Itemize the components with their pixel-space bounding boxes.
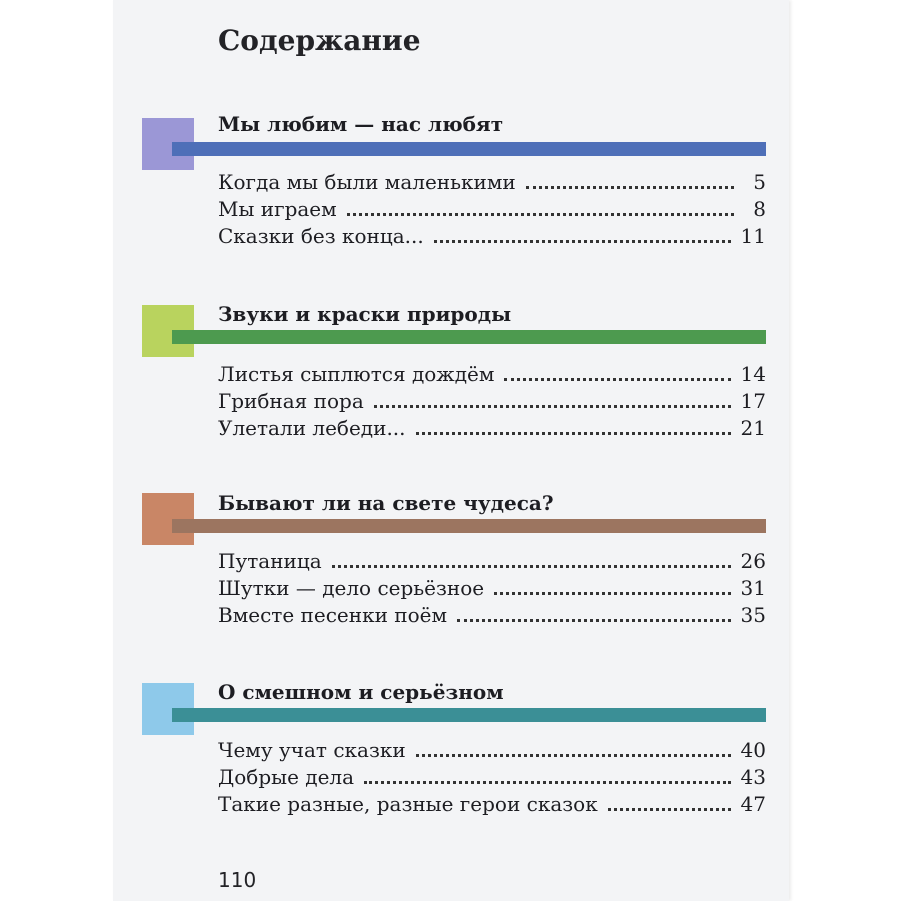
toc-entry[interactable] (218, 792, 766, 818)
entry-page: 26 (740, 549, 766, 573)
dot-leader (526, 182, 734, 189)
entry-page: 43 (740, 765, 766, 789)
dot-leader (608, 804, 731, 811)
page-title: Содержание (218, 24, 421, 57)
toc-entry[interactable] (218, 603, 766, 629)
section-heading: Звуки и краски природы (218, 302, 512, 326)
entry-title: Такие разные, разные герои сказок (218, 792, 598, 816)
section-color-bar (172, 142, 766, 156)
entry-page: 17 (740, 389, 766, 413)
dot-leader (332, 561, 731, 568)
entry-title: Шутки — дело серьёзное (218, 576, 485, 600)
entry-page: 35 (740, 603, 766, 627)
toc-entry[interactable] (218, 170, 766, 196)
entry-page: 47 (740, 792, 766, 816)
toc-entry[interactable] (218, 389, 766, 415)
toc-entry[interactable] (218, 416, 766, 442)
toc-entry[interactable] (218, 224, 766, 250)
entry-page: 21 (740, 416, 766, 440)
section-heading: Мы любим — нас любят (218, 112, 504, 136)
entry-page: 8 (753, 197, 766, 221)
entry-title: Листья сыплются дождём (218, 362, 495, 386)
entry-title: Когда мы были маленькими (218, 170, 516, 194)
section-heading: О смешном и серьёзном (218, 680, 504, 704)
entry-title: Вместе песенки поём (218, 603, 448, 627)
entry-title: Путаница (218, 549, 322, 573)
entry-title: Сказки без конца... (218, 224, 424, 248)
entry-title: Улетали лебеди... (218, 416, 406, 440)
entry-title: Добрые дела (218, 765, 355, 789)
entry-page: 31 (740, 576, 766, 600)
toc-entry[interactable] (218, 576, 766, 602)
dot-leader (457, 615, 731, 622)
dot-leader (364, 777, 731, 784)
section-color-bar (172, 708, 766, 722)
dot-leader (374, 401, 731, 408)
entry-page: 14 (740, 362, 766, 386)
section-color-bar (172, 519, 766, 533)
dot-leader (416, 750, 731, 757)
toc-entry[interactable] (218, 765, 766, 791)
toc-entry[interactable] (218, 362, 766, 388)
entry-page: 11 (740, 224, 766, 248)
toc-entry[interactable] (218, 197, 766, 223)
entry-page: 5 (753, 170, 766, 194)
section-color-bar (172, 330, 766, 344)
toc-entry[interactable] (218, 549, 766, 575)
entry-title: Мы играем (218, 197, 337, 221)
entry-title: Грибная пора (218, 389, 364, 413)
entry-page: 40 (740, 738, 766, 762)
dot-leader (416, 428, 731, 435)
page-number: 110 (218, 868, 257, 892)
toc-entry[interactable] (218, 738, 766, 764)
dot-leader (347, 209, 734, 216)
entry-title: Чему учат сказки (218, 738, 406, 762)
dot-leader (494, 588, 730, 595)
section-heading: Бывают ли на свете чудеса? (218, 491, 554, 515)
dot-leader (434, 236, 731, 243)
dot-leader (504, 374, 730, 381)
